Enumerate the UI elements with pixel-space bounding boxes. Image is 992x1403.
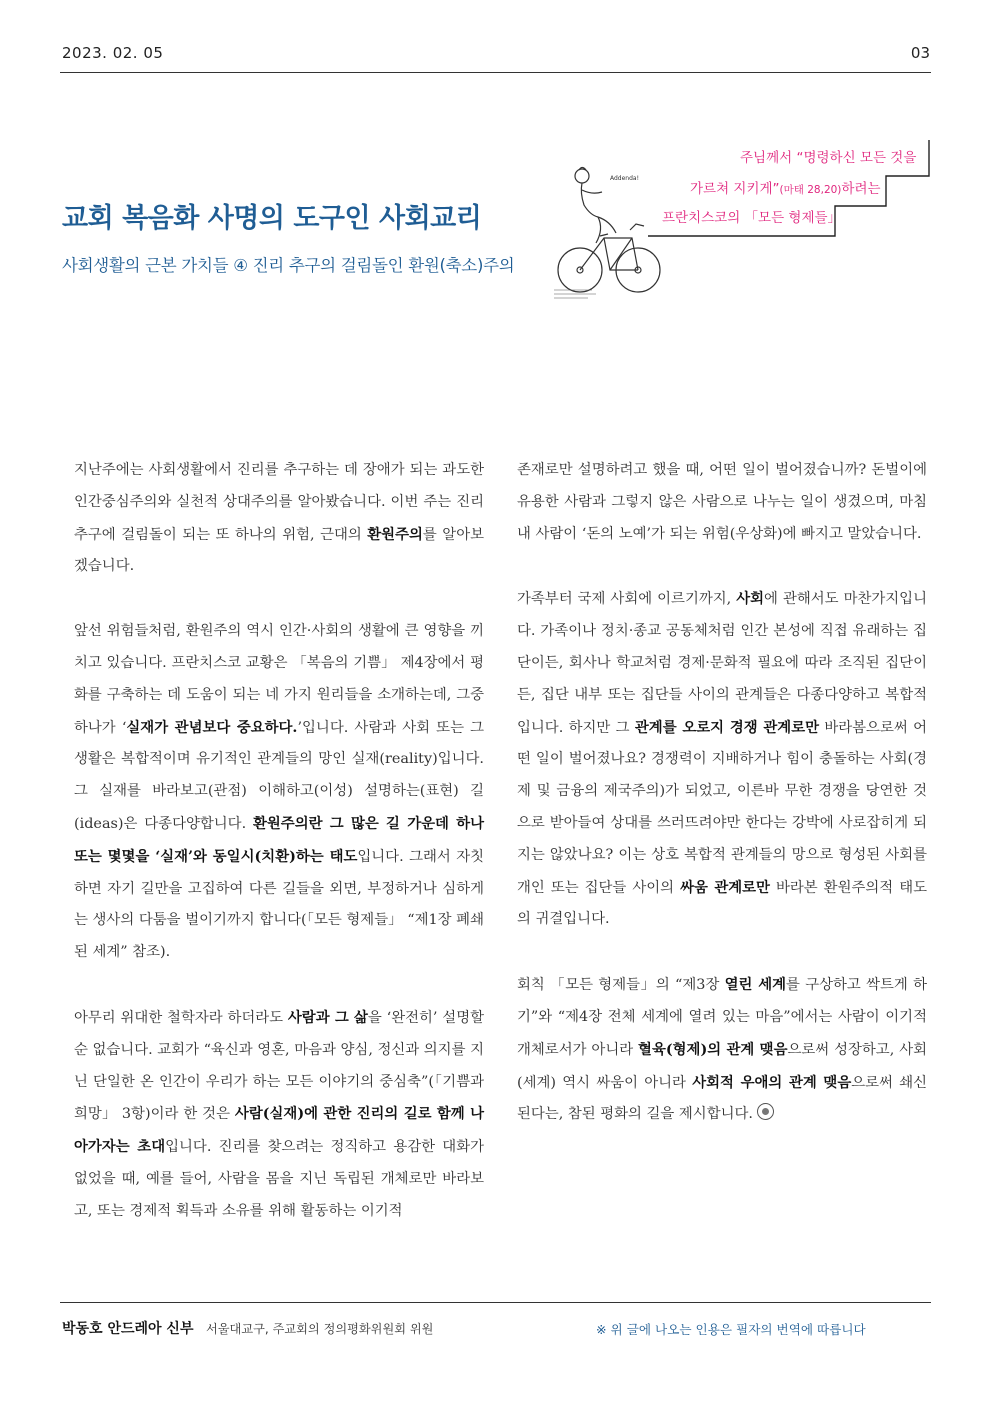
quote-line-2-main: 가르쳐 지키게” <box>690 181 780 197</box>
paragraph <box>517 969 927 1131</box>
paragraph <box>74 1002 484 1228</box>
emphasis-text: 열린 세계 <box>724 976 786 994</box>
body-column-right <box>517 455 927 1164</box>
page-number: 03 <box>910 44 930 62</box>
body-text: 를 구상하고 싹트게 하기”와 “제4장 전체 세계에 열려 있는 마음”에서는 사람이 이기적 개체로서가 아니라 <box>517 977 927 1058</box>
quote-line-2 <box>690 177 881 197</box>
body-text: 가족부터 국제 사회에 이르기까지, <box>517 591 737 608</box>
article-subtitle: 사회생활의 근본 가치들 ④ 진리 추구의 걸림돌인 환원(축소)주의 <box>62 256 515 275</box>
body-text: 에 관해서도 마찬가지입니다. 가족이나 정치·종교 공동체처럼 인간 본성에 직접 유래하는 집단이든, 회사나 학교처럼 경제·문화적 필요에 따라 조직된 집단이든, 집단 내부 또는 집단들 사이의 관계들은 다종다양하고 복합적입니다. 하지만 그 <box>517 591 927 736</box>
body-column-left <box>74 455 484 1261</box>
emphasis-text: 사회적 우애의 관계 맺음 <box>692 1073 852 1091</box>
emphasis-text: 환원주의 <box>367 525 423 543</box>
header-divider <box>60 72 931 73</box>
body-text: 입니다. 진리를 찾으려는 정직하고 용감한 대화가 없었을 때, 예를 들어, 사람을 몸을 지닌 독립된 개체로만 바라보고, 또는 경제적 획득과 소유를 위해 활동하는 이기적 <box>74 1139 484 1219</box>
paragraph <box>517 455 927 550</box>
body-text: 아무리 위대한 철학자라 하더라도 <box>74 1009 288 1026</box>
body-text: 바라봄으로써 어떤 일이 벌어졌나요? 경쟁력이 지배하거나 힘이 충돌하는 사회(경제 및 금융의 제국주의)가 되었고, 이른바 무한 경쟁을 당연한 것으로 받아들여 상대를 쓰러뜨려야만 한다는 강박에 사로잡히게 되지는 않았나요? 이는 상호 복합적 관계들의 망으로 형성된 사회를 개인 또는 집단들 사이의 <box>517 719 927 896</box>
body-text: 을 ‘완전히’ 설명할 순 없습니다. 교회가 “육신과 영혼, 마음과 양심, 정신과 의지를 지닌 단일한 온 인간이 우리가 하는 모든 이야기의 중심축”(「기쁨과 희망」 3항)이라 한 것은 <box>74 1009 484 1123</box>
article-title: 교회 복음화 사명의 도구인 사회교리 <box>62 203 482 234</box>
paragraph <box>517 583 927 936</box>
body-text: 앞선 위험들처럼, 환원주의 역시 인간·사회의 생활에 큰 영향을 끼치고 있습니다. 프란치스코 교황은 「복음의 기쁨」 제4장에서 평화를 구축하는 데 도움이 되는 네 가지 원리들을 소개하는데, 그중 하나가 ‘ <box>74 623 484 736</box>
author-name: 박동호 안드레아 신부 <box>62 1321 194 1337</box>
quote-line-2-tail: 하려는 <box>841 181 881 197</box>
body-text: 지난주에는 사회생활에서 진리를 추구하는 데 장애가 되는 과도한 인간중심주의와 실천적 상대주의를 알아봤습니다. 이번 주는 진리 추구에 걸림돌이 되는 또 하나의 위험, 근대의 <box>74 462 484 543</box>
emphasis-text: 실재가 관념보다 중요하다. <box>126 718 298 736</box>
author-role: 서울대교구, 주교회의 정의평화위원회 위원 <box>206 1322 434 1336</box>
emphasis-text: 사람과 그 삶 <box>287 1008 368 1026</box>
emphasis-text: 싸움 관계로만 <box>680 878 770 896</box>
quote-reference: (마태 28,20) <box>779 184 842 196</box>
emphasis-text: 환원주의란 그 많은 길 가운데 하나 또는 몇몇을 ‘실재’와 동일시(치환)하는 태도 <box>74 814 484 865</box>
quote-line-3: 프란치스코의 「모든 형제들」 <box>662 210 842 226</box>
emphasis-text: 혈육(형제)의 관계 맺음 <box>638 1040 788 1058</box>
body-text: 입니다. 그래서 자칫하면 자기 길만을 고집하여 다른 길들을 외면, 부정하거나 심하게는 생사의 다툼을 벌이기까지 합니다(「모든 형제들」 “제1장 폐쇄된 세계” 참조). <box>74 848 484 961</box>
body-text: 존재로만 설명하려고 했을 때, 어떤 일이 벌어졌습니까? 돈벌이에 유용한 사람과 그렇지 않은 사람으로 나누는 일이 생겼으며, 마침내 사람이 ‘돈의 노예’가 되는 위험(우상화)에 빠지고 말았습니다. <box>517 462 927 542</box>
body-text: 회칙 「모든 형제들」의 “제3장 <box>517 977 725 994</box>
paragraph <box>74 455 484 583</box>
illustration-caption: Addenda! <box>610 175 640 182</box>
body-text: ’입니다. 사람과 사회 또는 그 생활은 복합적이며 유기적인 관계들의 망인 실재(reality)입니다. 그 실재를 바라보고(관점) 이해하고(이성) 설명하는(표현) 길(ideas)은 다종다양합니다. <box>74 719 484 832</box>
footer-divider <box>60 1302 931 1303</box>
end-of-article-icon <box>757 1103 774 1120</box>
body-text: 를 알아보겠습니다. <box>74 526 484 575</box>
emphasis-text: 관계를 오로지 경쟁 관계로만 <box>634 718 820 736</box>
emphasis-text: 사회 <box>736 590 765 608</box>
emphasis-text: 사람(실재)에 관한 진리의 길로 함께 나아가자는 초대 <box>74 1105 484 1156</box>
body-text: 바라본 환원주의적 태도의 귀결입니다. <box>517 879 927 928</box>
body-text: 으로써 쇄신된다는, 참된 평화의 길을 제시합니다. <box>517 1074 927 1123</box>
paragraph <box>74 616 484 969</box>
translation-note: ※ 위 글에 나오는 인용은 필자의 번역에 따릅니다 <box>596 1322 866 1337</box>
quote-line-1: 주님께서 “명령하신 모든 것을 <box>740 150 917 166</box>
issue-date: 2023. 02. 05 <box>62 44 164 62</box>
body-text: 으로써 성장하고, 사회(세계) 역시 싸움이 아니라 <box>517 1041 927 1091</box>
